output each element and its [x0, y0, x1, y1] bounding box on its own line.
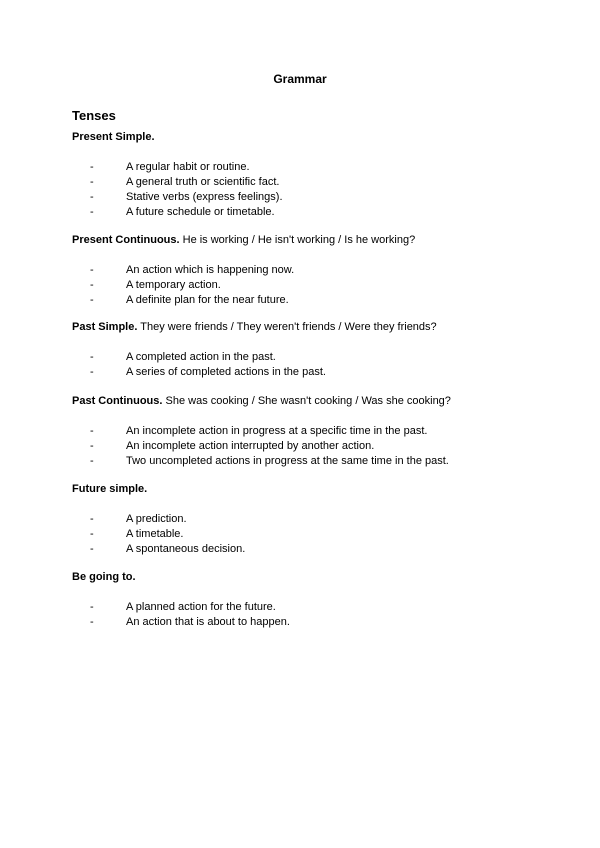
section-heading-tenses: Tenses	[72, 108, 116, 123]
list-item-text: A series of completed actions in the past.	[126, 366, 326, 378]
tense-uses-list	[72, 160, 542, 220]
list-item	[90, 615, 542, 630]
list-item-text: A prediction.	[126, 513, 187, 525]
list-item-text: A general truth or scientific fact.	[126, 176, 280, 188]
dash-marker: -	[90, 425, 94, 437]
list-item	[90, 278, 542, 293]
list-item-text: A planned action for the future.	[126, 601, 276, 613]
page-title: Grammar	[273, 72, 327, 86]
tense-uses-list	[72, 600, 542, 630]
tense-heading	[72, 320, 542, 335]
tense-heading	[72, 233, 542, 248]
list-item-text: Stative verbs (express feelings).	[126, 191, 283, 203]
tense-be-going-to	[72, 570, 542, 630]
dash-marker: -	[90, 601, 94, 613]
tense-past-simple	[72, 320, 542, 380]
dash-marker: -	[90, 206, 94, 218]
list-item-text: A regular habit or routine.	[126, 161, 250, 173]
tense-name: Future simple.	[72, 483, 148, 495]
tense-uses-list	[72, 512, 542, 557]
list-item	[90, 175, 542, 190]
tense-heading	[72, 570, 542, 585]
list-item	[90, 600, 542, 615]
list-item-text: A future schedule or timetable.	[126, 206, 275, 218]
tense-examples: He is working / He isn't working / Is he working?	[182, 234, 416, 246]
tense-name: Present Simple.	[72, 131, 155, 143]
list-item-text: An incomplete action in progress at a specific time in the past.	[126, 425, 428, 437]
tense-uses-list	[72, 263, 542, 308]
dash-marker: -	[90, 366, 94, 378]
dash-marker: -	[90, 351, 94, 363]
list-item-text: A definite plan for the near future.	[126, 294, 289, 306]
list-item	[90, 527, 542, 542]
tense-heading	[72, 482, 542, 497]
dash-marker: -	[90, 279, 94, 291]
list-item	[90, 439, 542, 454]
tense-examples: They were friends / They weren't friends / Were they friends?	[140, 321, 437, 333]
list-item-text: A spontaneous decision.	[126, 543, 246, 555]
tense-name: Be going to.	[72, 571, 136, 583]
dash-marker: -	[90, 176, 94, 188]
list-item	[90, 454, 542, 469]
list-item	[90, 205, 542, 220]
list-item	[90, 350, 542, 365]
tense-uses-list	[72, 424, 542, 469]
dash-marker: -	[90, 440, 94, 452]
list-item-text: An action which is happening now.	[126, 264, 295, 276]
list-item-text: An action that is about to happen.	[126, 616, 290, 628]
dash-marker: -	[90, 543, 94, 555]
dash-marker: -	[90, 294, 94, 306]
tense-future-simple	[72, 482, 542, 557]
tense-present-simple	[72, 130, 542, 220]
list-item-text: A temporary action.	[126, 279, 221, 291]
tense-examples: She was cooking / She wasn't cooking / Was she cooking?	[165, 395, 451, 407]
list-item	[90, 293, 542, 308]
tense-name: Past Continuous.	[72, 395, 163, 407]
list-item-text: An incomplete action interrupted by another action.	[126, 440, 375, 452]
tense-uses-list	[72, 350, 542, 380]
tense-present-continuous	[72, 233, 542, 308]
tense-heading	[72, 130, 542, 145]
tense-name: Present Continuous.	[72, 234, 180, 246]
dash-marker: -	[90, 264, 94, 276]
dash-marker: -	[90, 513, 94, 525]
list-item-text: A completed action in the past.	[126, 351, 276, 363]
list-item	[90, 512, 542, 527]
list-item	[90, 424, 542, 439]
dash-marker: -	[90, 161, 94, 173]
list-item	[90, 365, 542, 380]
tense-name: Past Simple.	[72, 321, 138, 333]
dash-marker: -	[90, 616, 94, 628]
list-item-text: Two uncompleted actions in progress at the same time in the past.	[126, 455, 449, 467]
list-item	[90, 542, 542, 557]
tense-past-continuous	[72, 394, 542, 469]
dash-marker: -	[90, 528, 94, 540]
list-item	[90, 190, 542, 205]
list-item	[90, 160, 542, 175]
list-item	[90, 263, 542, 278]
list-item-text: A timetable.	[126, 528, 184, 540]
tense-heading	[72, 394, 542, 409]
dash-marker: -	[90, 455, 94, 467]
dash-marker: -	[90, 191, 94, 203]
